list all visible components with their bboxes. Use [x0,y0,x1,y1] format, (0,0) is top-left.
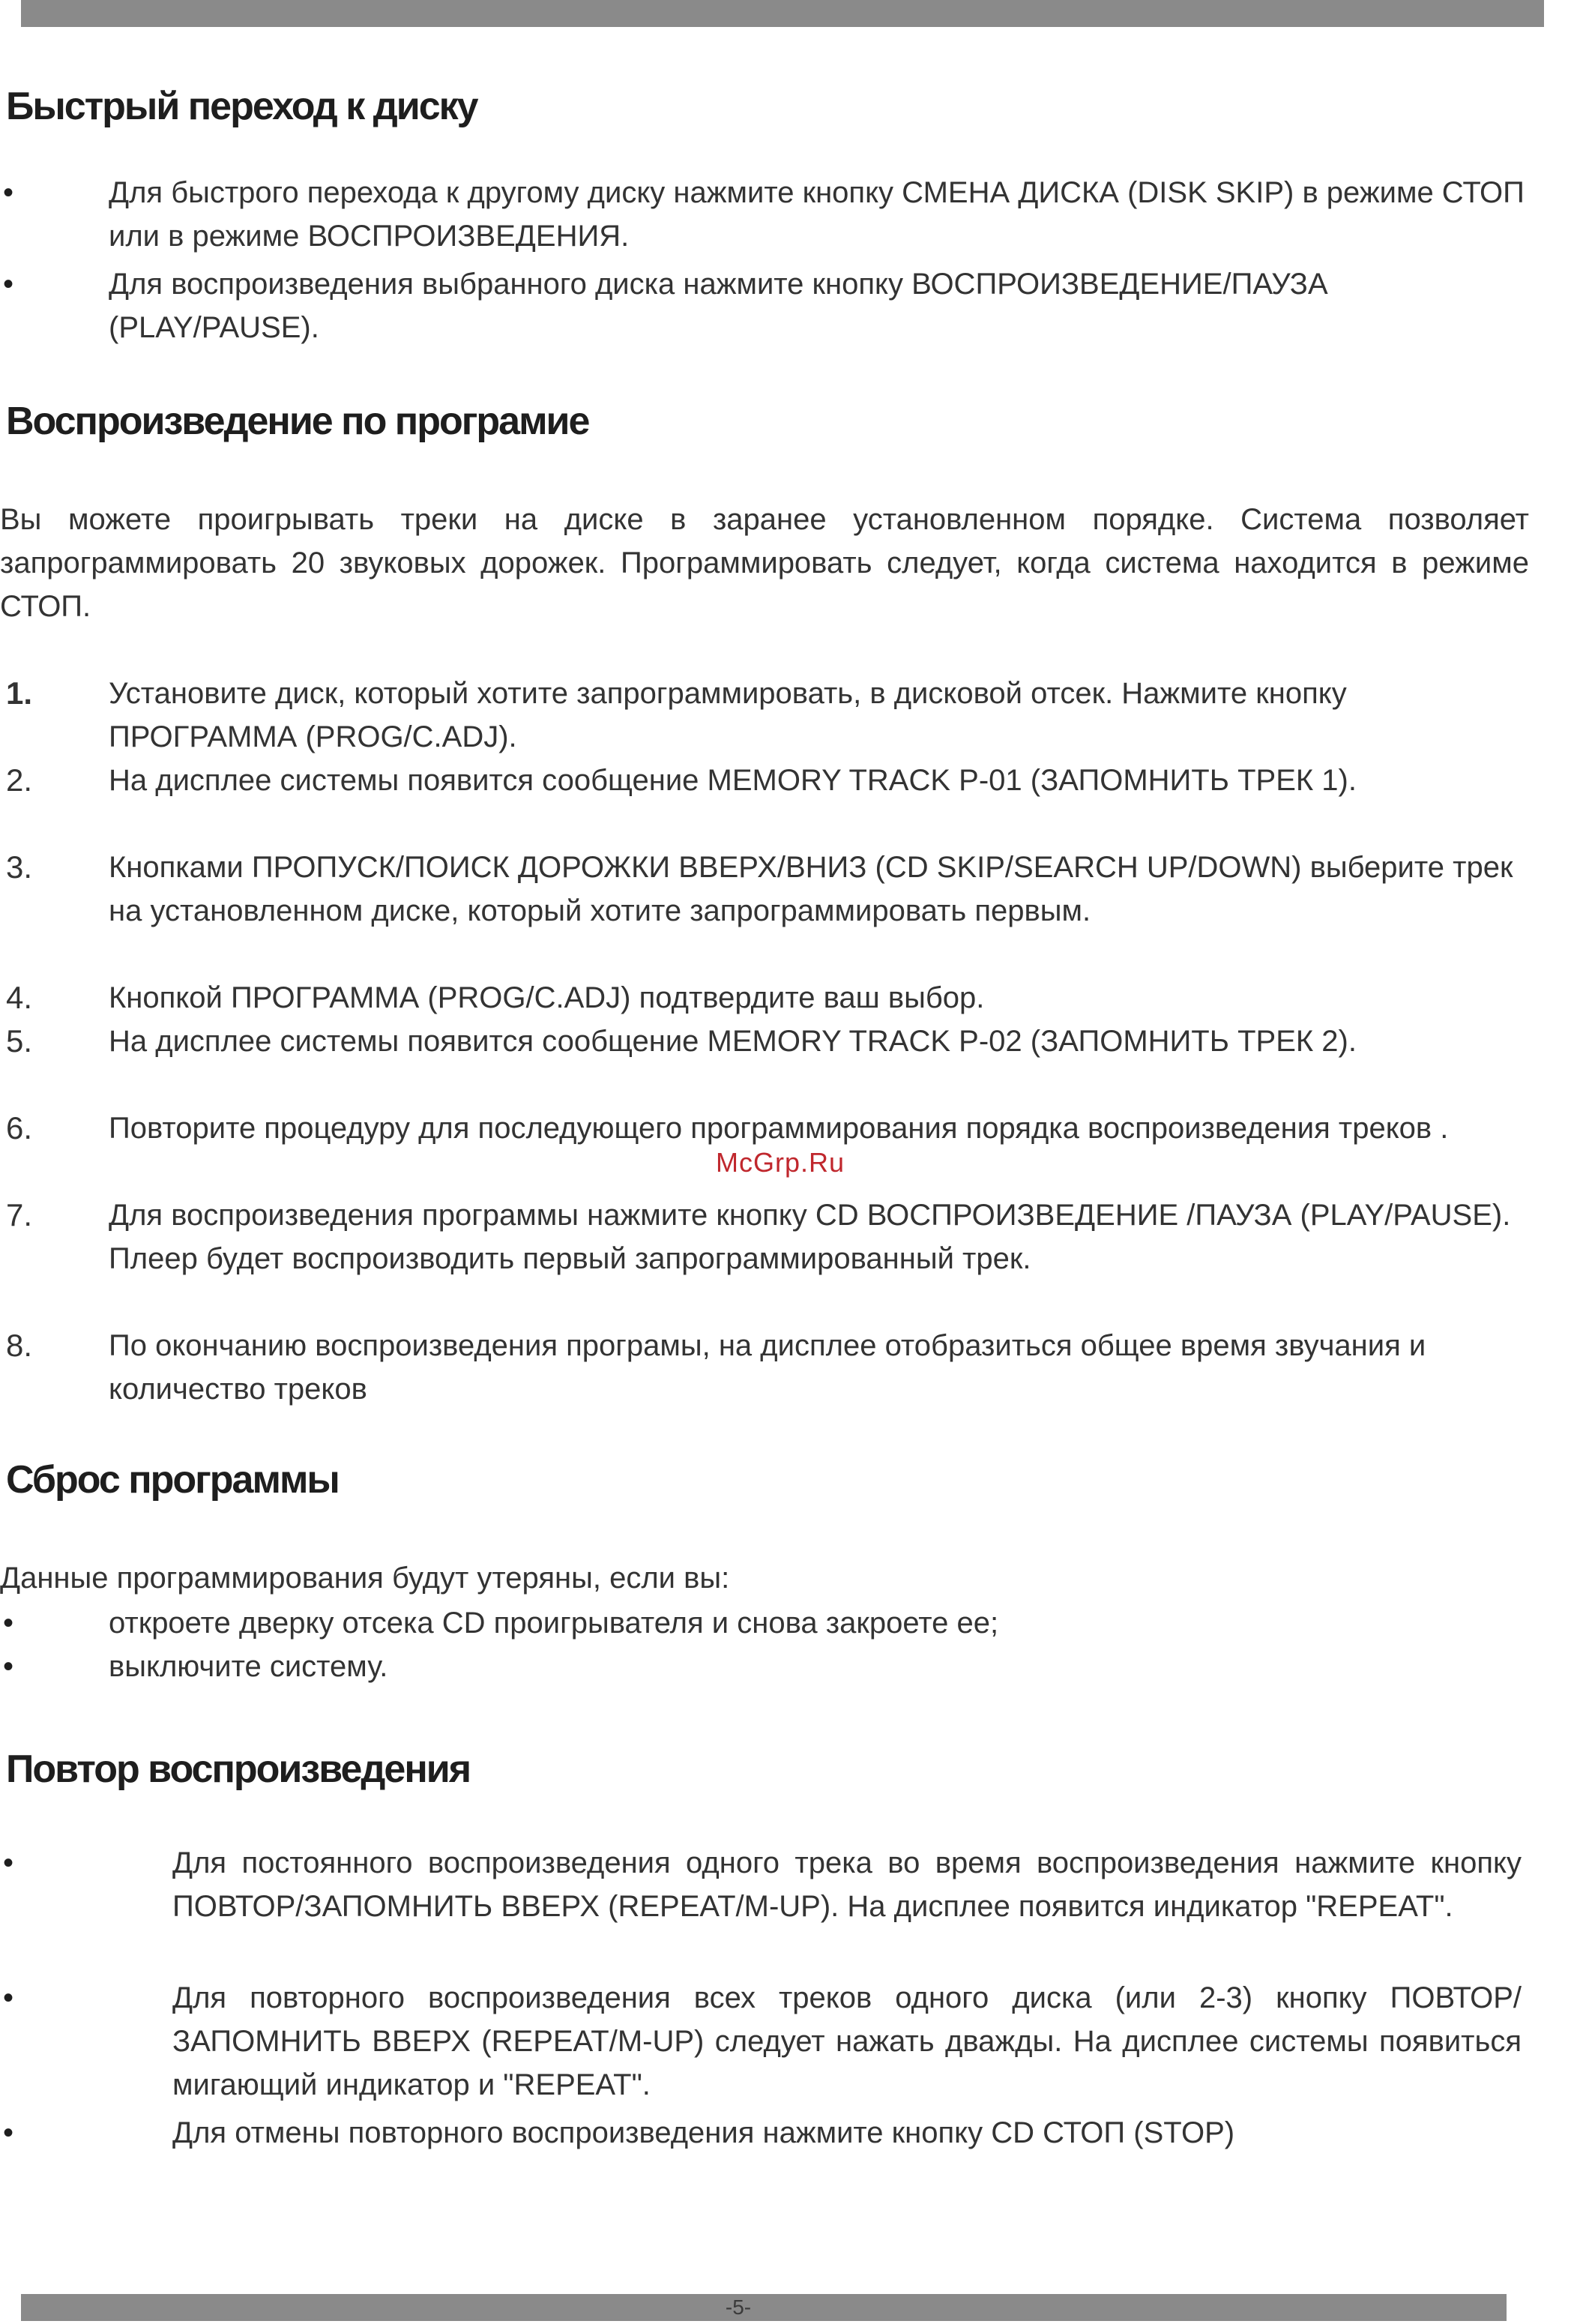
repeat-bullet-3: Для отмены повторного воспроизведения нажмите кнопку CD СТОП (STOP) [172,2116,1235,2149]
step-number: 3. [6,849,33,885]
reset-bullet-2: выключите систему. [109,1650,388,1683]
bullet-icon: • [3,2116,14,2149]
program-step-1: Установите диск, который хотите запрограммировать, в дисковой отсек. Нажмите кнопку ПРОГРАММА (PROG/C.ADJ). [109,677,1347,753]
repeat-bullet-2: Для повторного воспроизведения всех треков одного диска (или 2-3) кнопку ПОВТОР/ЗАПОМНИТЬ ВВЕРХ (REPEAT/M-UP) следует нажать дважды. На дисплее системы появиться мигающий индикатор и "REPEAT". [172,1981,1522,2101]
disk-skip-bullet-1: Для быстрого перехода к другому диску нажмите кнопку СМЕНА ДИСКА (DISK SKIP) в режиме СТОП или в режиме ВОСПРОИЗВЕДЕНИЯ. [109,176,1525,253]
bullet-icon: • [3,1607,14,1640]
reset-intro: Данные программирования будут утеряны, если вы: [0,1562,730,1595]
page-number: -5- [725,2296,752,2319]
step-number: 1. [6,675,33,711]
program-step-5: На дисплее системы появится сообщение MEMORY TRACK P-02 (ЗАПОМНИТЬ ТРЕК 2). [109,1025,1357,1058]
step-number: 4. [6,980,33,1015]
bullet-icon: • [3,1846,14,1879]
bullet-icon: • [3,176,14,209]
step-number: 2. [6,762,33,798]
watermark-text: McGrp.Ru [716,1147,845,1178]
heading-program-reset: Сброс программы [6,1458,339,1502]
program-step-2: На дисплее системы появится сообщение MEMORY TRACK P-01 (ЗАПОМНИТЬ ТРЕК 1). [109,764,1357,797]
bullet-icon: • [3,1981,14,2014]
program-intro: Вы можете проигрывать треки на диске в заранее установленном порядке. Система позволяет запрограммировать 20 звуковых дорожек. Программировать следует, когда система находится в режиме СТОП. [0,503,1529,623]
bullet-icon: • [3,268,14,301]
repeat-bullet-1: Для постоянного воспроизведения одного трека во время воспроизведения нажмите кнопку ПОВТОР/ЗАПОМНИТЬ ВВЕРХ (REPEAT/M-UP). На дисплее появится индикатор "REPEAT". [172,1846,1522,1923]
reset-bullet-1: откроете дверку отсека CD проигрывателя и снова закроете ее; [109,1607,999,1640]
program-step-4: Кнопкой ПРОГРАММА (PROG/C.ADJ) подтвердите ваш выбор. [109,981,985,1014]
step-number: 6. [6,1110,33,1146]
heading-program-playback: Воспроизведение по програмие [6,400,589,443]
disk-skip-bullet-2: Для воспроизведения выбранного диска нажмите кнопку ВОСПРОИЗВЕДЕНИЕ/ПАУЗА (PLAY/PAUSE). [109,268,1328,344]
program-step-7: Для воспроизведения программы нажмите кнопку CD ВОСПРОИЗВЕДЕНИЕ /ПАУЗА (PLAY/PAUSE). Плеер будет воспроизводить первый запрограммированный трек. [109,1199,1511,1275]
step-number: 5. [6,1023,33,1059]
heading-repeat-playback: Повтор воспроизведения [6,1747,471,1791]
program-step-6: Повторите процедуру для последующего программирования порядка воспроизведения треков . [109,1112,1449,1145]
top-rule [21,0,1544,27]
bullet-icon: • [3,1650,14,1683]
step-number: 7. [6,1197,33,1232]
program-step-3: Кнопками ПРОПУСК/ПОИСК ДОРОЖКИ ВВЕРХ/ВНИЗ (CD SKIP/SEARCH UP/DOWN) выберите трек на установленном диске, который хотите запрограммировать первым. [109,851,1513,927]
heading-disk-skip: Быстрый переход к диску [6,85,477,128]
program-step-8: По окончанию воспроизведения програмы, на дисплее отобразиться общее время звучания и количество треков [109,1329,1426,1406]
bottom-rule [21,2294,1507,2321]
step-number: 8. [6,1328,33,1363]
